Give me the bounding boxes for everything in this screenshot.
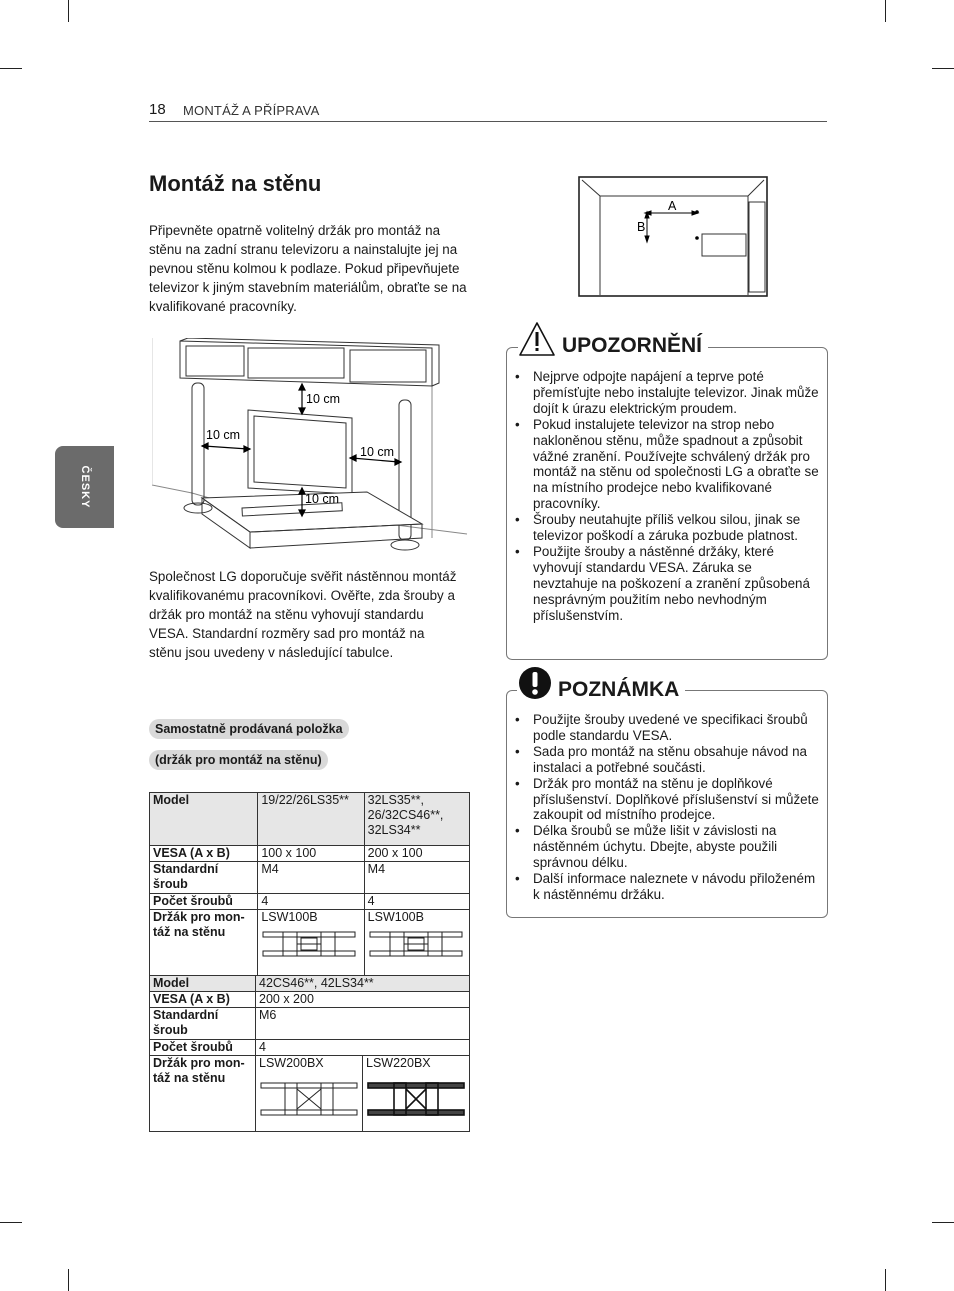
- list-item: • Nejprve odpojte napájení a teprve poté přemísťujte nebo instalujte televizor. Jinak může dojít k úrazu elektrickým proudem.: [507, 369, 819, 417]
- list-item: • Použijte šrouby a nástěnné držáky, které vyhovují standardu VESA. Záruka se nevztahuje na poškození a zranění způsobená nesprávným použitím nebo nevhodným příslušenstvím.: [507, 544, 819, 624]
- list-item: • Držák pro montáž na stěnu je doplňkové příslušenství. Doplňkové příslušenství si můžete zakoupit od místního prodejce.: [507, 776, 819, 824]
- warning-title-rule: [713, 347, 813, 348]
- bracket-model: LSW200BX: [259, 1056, 324, 1070]
- bracket-model: LSW220BX: [366, 1056, 431, 1070]
- bracket-cell: [258, 910, 364, 977]
- screw-value: M6: [256, 1008, 470, 1040]
- warning-triangle-icon: [518, 321, 556, 357]
- list-item: • Délka šroubů se může lišit v závislosti na nástěnném úchytu. Dbejte, abyste použili správnou délku.: [507, 823, 819, 871]
- model-label: Model: [150, 793, 258, 846]
- note-box: [506, 690, 828, 918]
- screw-count-value: 4: [258, 894, 364, 910]
- crop-mark: [932, 68, 954, 69]
- intro-paragraph: Připevněte opatrně volitelný držák pro montáž na stěnu na zadní stranu televizoru a nainstalujte jej na pevnou stěnu kolmou k podlaze. Pokud připevňujete televizor k jiným stavebním materiálům, obraťte se na kvalifikované pracovníky.: [149, 223, 467, 314]
- table-row: [150, 793, 470, 846]
- header-divider: [149, 121, 827, 122]
- crop-mark: [885, 1269, 886, 1291]
- section-title: MONTÁŽ A PŘÍPRAVA: [183, 103, 320, 118]
- crop-mark: [68, 1269, 69, 1291]
- bracket-model: LSW100B: [367, 910, 424, 924]
- table-row: [150, 910, 470, 977]
- clearance-label-bottom: 10 cm: [305, 492, 340, 506]
- table-row: [150, 976, 470, 992]
- vesa-diagram: [578, 176, 769, 298]
- list-item: • Další informace naleznete v návodu přiloženém k nástěnnému držáku.: [507, 871, 819, 903]
- table-row: [150, 1056, 470, 1132]
- crop-mark: [0, 68, 22, 69]
- screw-count-value: 4: [256, 1040, 470, 1056]
- bracket-label: Držák pro mon-táž na stěnu: [150, 910, 258, 977]
- screw-value: M4: [258, 862, 364, 894]
- language-tab: [55, 446, 114, 528]
- crop-mark: [932, 1222, 954, 1223]
- warning-list: [507, 369, 819, 624]
- spec-table-small: [149, 792, 470, 977]
- model-label: Model: [150, 976, 256, 992]
- table-row: [150, 1008, 470, 1040]
- model-value: 42CS46**, 42LS34**: [256, 976, 470, 992]
- screw-value: M4: [364, 862, 469, 894]
- vesa-value: 200 x 100: [364, 846, 469, 862]
- model-value: 19/22/26LS35**: [258, 793, 364, 846]
- warning-title: UPOZORNĚNÍ: [556, 334, 708, 358]
- note-title-rule: [688, 690, 813, 691]
- vesa-label: VESA (A x B): [150, 992, 256, 1008]
- table-row: [150, 992, 470, 1008]
- wall-clearance-illustration: [152, 338, 472, 553]
- list-item: • Pokud instalujete televizor na strop nebo nakloněnou stěnu, může spadnout a způsobit vážné zranění. Používejte schválený držák pro montáž na stěnu od společnosti LG a obraťte se na místního prodejce nebo kvalifikované pracovníky.: [507, 417, 819, 512]
- vesa-label-a: A: [668, 199, 677, 213]
- crop-mark: [68, 0, 69, 22]
- screw-count-label: Počet šroubů: [150, 1040, 256, 1056]
- bracket-label: Držák pro mon-táž na stěnu: [150, 1056, 256, 1132]
- wall-bracket-image: [366, 1079, 466, 1119]
- screw-count-value: 4: [364, 894, 469, 910]
- table-row: [150, 862, 470, 894]
- list-item: • Sada pro montáž na stěnu obsahuje návod na instalaci a potřebné součásti.: [507, 744, 819, 776]
- note-exclamation-icon: [517, 666, 553, 700]
- page-number: 18: [149, 101, 166, 118]
- wall-bracket-image: [261, 929, 357, 959]
- vesa-label: VESA (A x B): [150, 846, 258, 862]
- model-value: 32LS35**, 26/32CS46**, 32LS34**: [364, 793, 469, 846]
- screw-label: Standardní šroub: [150, 862, 258, 894]
- list-item: • Šrouby neutahujte příliš velkou silou, jinak se televizor poškodí a záruka pozbude platnost.: [507, 512, 819, 544]
- spec-table-large: [149, 975, 470, 1132]
- vesa-value: 100 x 100: [258, 846, 364, 862]
- crop-mark: [885, 0, 886, 22]
- warning-box: [506, 347, 828, 660]
- wall-bracket-image: [368, 929, 464, 959]
- bracket-cell: [256, 1056, 363, 1132]
- screw-count-label: Počet šroubů: [150, 894, 258, 910]
- clearance-label-top: 10 cm: [306, 392, 341, 406]
- recommend-paragraph: Společnost LG doporučuje svěřit nástěnnou montáž kvalifikovanému pracovníkovi. Ověřte, zda šrouby a držák pro montáž na stěnu vyhovují standardu VESA. Standardní rozměry sad pro montáž na stěnu jsou uvedeny v následující tabulce.: [149, 569, 457, 660]
- page-title: Montáž na stěnu: [149, 171, 322, 196]
- note-list: [507, 712, 819, 903]
- sold-separately-pill: Samostatně prodávaná položka: [149, 719, 349, 739]
- bracket-cell: [363, 1056, 470, 1132]
- vesa-label-b: B: [637, 220, 646, 234]
- language-tab-label: ČESKY: [78, 465, 91, 509]
- table-row: [150, 1040, 470, 1056]
- wall-bracket-pill: (držák pro montáž na stěnu): [149, 750, 328, 770]
- crop-mark: [0, 1222, 22, 1223]
- bracket-model: LSW100B: [261, 910, 318, 924]
- note-title: POZNÁMKA: [552, 678, 685, 702]
- vesa-value: 200 x 200: [256, 992, 470, 1008]
- bracket-cell: [364, 910, 469, 977]
- clearance-label-left: 10 cm: [206, 428, 241, 442]
- wall-bracket-image: [259, 1079, 359, 1119]
- clearance-label-right: 10 cm: [360, 445, 395, 459]
- screw-label: Standardní šroub: [150, 1008, 256, 1040]
- list-item: • Použijte šrouby uvedené ve specifikaci šroubů podle standardu VESA.: [507, 712, 819, 744]
- table-row: [150, 846, 470, 862]
- table-row: [150, 894, 470, 910]
